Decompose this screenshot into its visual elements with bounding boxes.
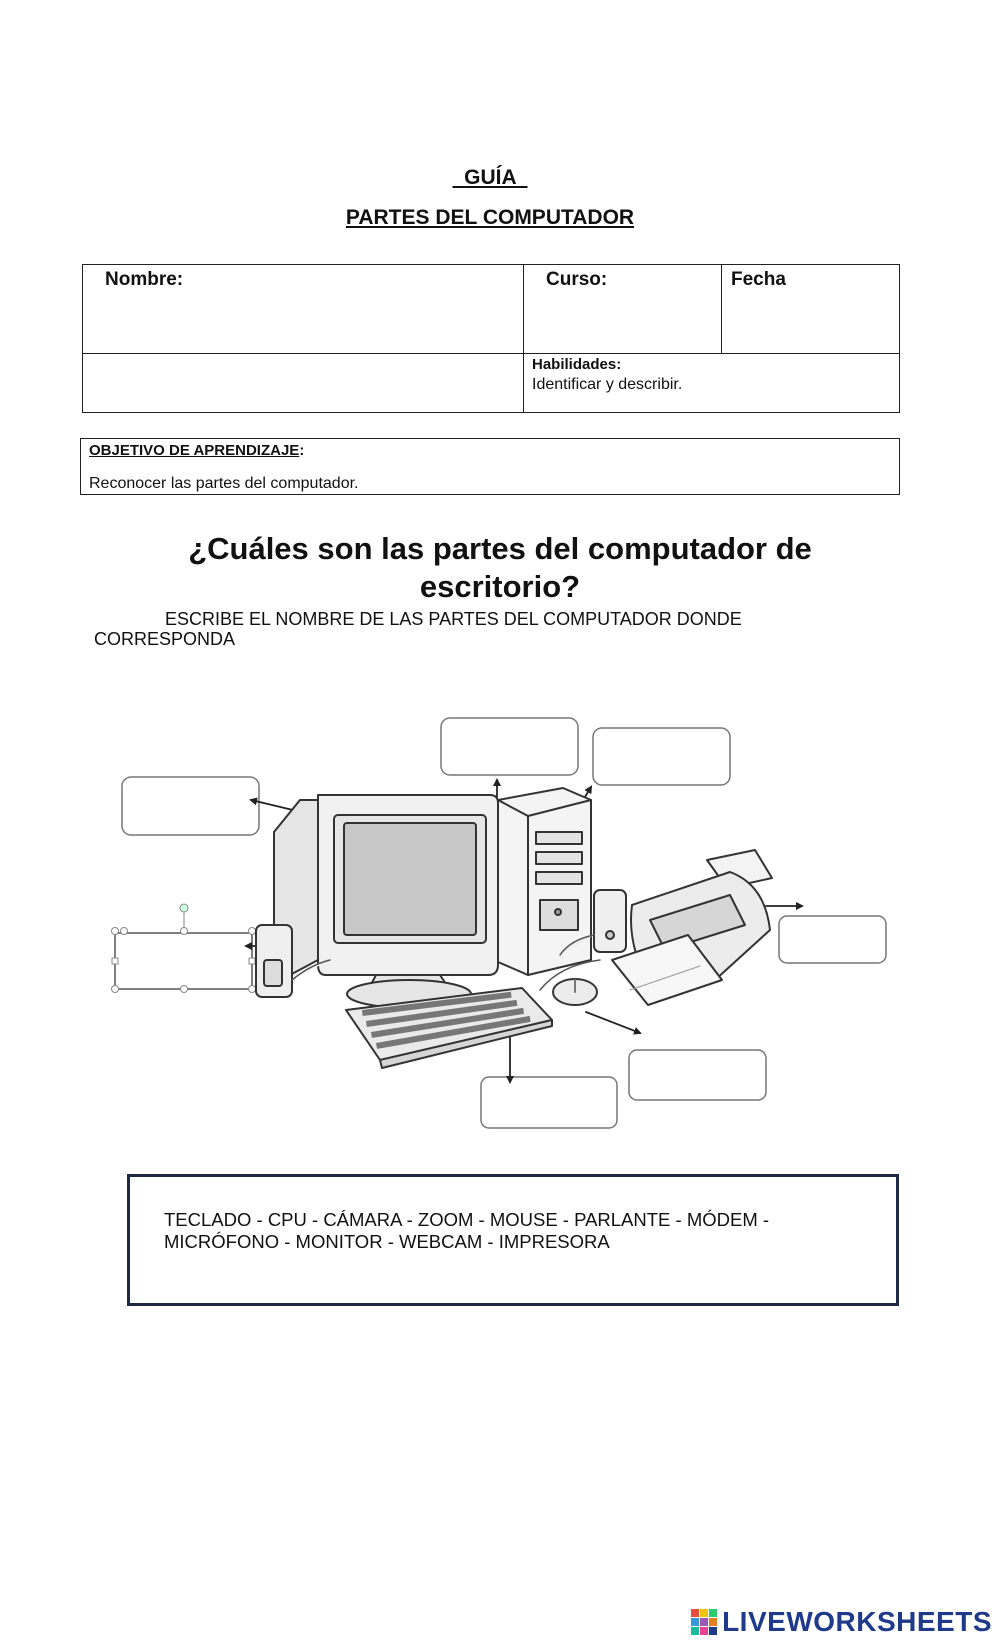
objetivo-text: Reconocer las partes del computador. (89, 475, 359, 492)
word-bank-box (127, 1174, 899, 1306)
answer-box-top-center[interactable] (441, 718, 578, 775)
mouse (553, 979, 597, 1005)
instruction-text: ESCRIBE EL NOMBRE DE LAS PARTES DEL COMPUTADOR DONDE CORRESPONDA (94, 609, 742, 649)
answer-box-speaker[interactable] (115, 933, 252, 989)
curso-label: Curso: (546, 269, 608, 290)
word-bank-text: TECLADO - CPU - CÁMARA - ZOOM - MOUSE - PARLANTE - MÓDEM - MICRÓFONO - MONITOR - WEBCAM - IMPRESORA (164, 1209, 770, 1252)
answer-box-mouse[interactable] (629, 1050, 766, 1100)
guide-heading-text: GUÍA (464, 166, 516, 189)
cpu-tower (498, 788, 591, 975)
answer-box-keyboard[interactable] (481, 1077, 617, 1128)
page-title: PARTES DEL COMPUTADOR (345, 206, 635, 229)
answer-box-cpu[interactable] (593, 728, 730, 785)
nombre-label: Nombre: (105, 269, 184, 290)
objetivo-label-text: OBJETIVO DE APRENDIZAJE (89, 442, 300, 459)
liveworksheets-logo-icon (690, 1608, 718, 1636)
answer-box-printer[interactable] (779, 916, 886, 963)
habilidades-text: Identificar y describir. (532, 376, 683, 393)
fecha-label: Fecha (731, 269, 786, 290)
main-question: ¿Cuáles son las partes del computador de escritorio? (188, 531, 812, 604)
habilidades-label: Habilidades: (532, 356, 622, 373)
answer-box-monitor[interactable] (122, 777, 259, 835)
liveworksheets-logo-text: LIVEWORKSHEETS (722, 1606, 992, 1637)
printer (612, 850, 772, 1005)
monitor (274, 795, 498, 1008)
objetivo-colon: : (299, 442, 305, 459)
liveworksheets-logo (690, 1605, 992, 1639)
